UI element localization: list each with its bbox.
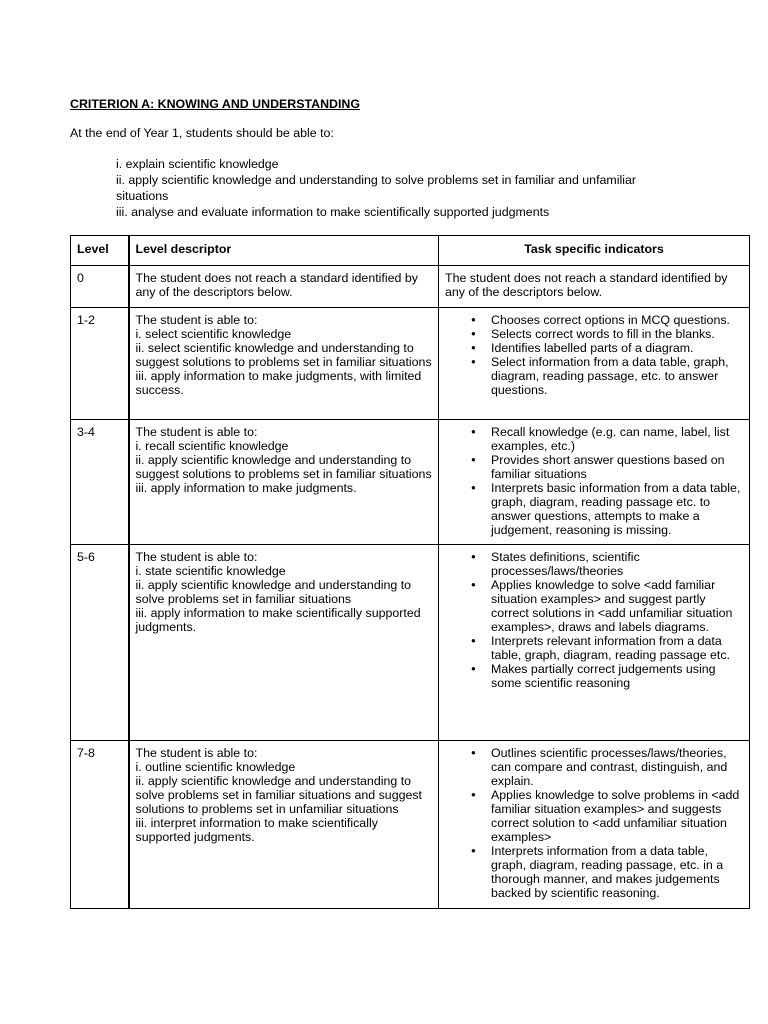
- level-cell: 1-2: [71, 308, 129, 420]
- objectives-list: [116, 156, 676, 220]
- indicator-list: [445, 550, 743, 690]
- descriptor-cell: [129, 741, 439, 909]
- rubric-body: [71, 266, 750, 909]
- descriptor-line: i. recall scientific knowledge: [135, 439, 289, 453]
- descriptor-line: ii. select scientific knowledge and understanding to suggest solutions to problems set in familiar situations: [135, 341, 432, 369]
- indicator-item: ● Provides short answer questions based on familiar situations: [491, 453, 743, 481]
- descriptor-line: ii. apply scientific knowledge and understanding to solve problems set in familiar situations and suggest solutions to problems set in unfamiliar situations: [135, 774, 423, 816]
- tasks-cell: [439, 741, 750, 909]
- indicator-item: ● Applies knowledge to solve <add familiar situation examples> and suggest partly correct solutions in <add unfamiliar situation examples>, draws and labels diagrams.: [491, 578, 743, 634]
- level-cell: 3-4: [71, 420, 129, 545]
- descriptor-cell: [129, 266, 439, 308]
- tasks-cell: [439, 545, 750, 741]
- objective-item: ii. apply scientific knowledge and understanding to solve problems set in familiar and unfamiliar situations: [116, 173, 636, 203]
- descriptor-line: The student is able to:: [135, 746, 258, 760]
- indicator-item: ● Selects correct words to fill in the blanks.: [491, 327, 743, 341]
- indicator-item: ● States definitions, scientific processes/laws/theories: [491, 550, 743, 578]
- indicator-list: [445, 425, 743, 537]
- descriptor-cell: [129, 545, 439, 741]
- level-cell: 5-6: [71, 545, 129, 741]
- rubric-table: [70, 235, 750, 909]
- indicator-list: [445, 313, 743, 397]
- indicator-item: ● Recall knowledge (e.g. can name, label, list examples, etc.): [491, 425, 743, 453]
- indicator-item: ● Interprets relevant information from a data table, graph, diagram, reading passage etc.: [491, 634, 743, 662]
- indicator-item: ● Outlines scientific processes/laws/theories, can compare and contrast, distinguish, and explain.: [491, 746, 743, 788]
- descriptor-line: i. outline scientific knowledge: [135, 760, 296, 774]
- descriptor-line: The student is able to:: [135, 313, 258, 327]
- descriptor-cell: [129, 420, 439, 545]
- table-row: [71, 741, 750, 909]
- header-tasks: Task specific indicators: [439, 236, 750, 266]
- tasks-cell: [439, 420, 750, 545]
- indicator-item: ● Makes partially correct judgements using some scientific reasoning: [491, 662, 743, 690]
- tasks-cell: [439, 266, 750, 308]
- header-descriptor: Level descriptor: [129, 236, 439, 266]
- indicator-item: ● Chooses correct options in MCQ questions.: [491, 313, 743, 327]
- indicator-item: ● Interprets basic information from a data table, graph, diagram, reading passage etc. to answer questions, attempts to make a judgement, reasoning is missing.: [491, 481, 743, 537]
- level-cell: 0: [71, 266, 129, 308]
- indicator-item: ● Identifies labelled parts of a diagram.: [491, 341, 743, 355]
- intro-text: At the end of Year 1, students should be able to:: [70, 126, 334, 140]
- descriptor-line: ii. apply scientific knowledge and understanding to suggest solutions to problems set in familiar situations: [135, 453, 432, 481]
- indicator-list: [445, 746, 743, 900]
- table-header-row: [71, 236, 750, 266]
- descriptor-line: The student is able to:: [135, 550, 258, 564]
- tasks-cell: [439, 308, 750, 420]
- indicator-item: ● Applies knowledge to solve problems in <add familiar situation examples> and suggests correct solution to <add unfamiliar situation examples>: [491, 788, 743, 844]
- descriptor-line: i. state scientific knowledge: [135, 564, 286, 578]
- descriptor-line: i. select scientific knowledge: [135, 327, 292, 341]
- level-cell: 7-8: [71, 741, 129, 909]
- descriptor-line: The student does not reach a standard identified by any of the descriptors below.: [135, 271, 418, 299]
- criterion-heading: CRITERION A: KNOWING AND UNDERSTANDING: [70, 97, 361, 111]
- descriptor-cell: [129, 308, 439, 420]
- descriptor-line: The student is able to:: [135, 425, 258, 439]
- objective-item: i. explain scientific knowledge: [116, 157, 279, 171]
- table-row: [71, 308, 750, 420]
- descriptor-line: iii. apply information to make judgments, with limited success.: [135, 369, 422, 397]
- table-row: [71, 545, 750, 741]
- indicator-item: ● Select information from a data table, graph, diagram, reading passage, etc. to answer questions.: [491, 355, 743, 397]
- indicator-item: ● Interprets information from a data table, graph, diagram, reading passage, etc. in a thorough manner, and makes judgements backed by scientific reasoning.: [491, 844, 743, 900]
- descriptor-line: iii. interpret information to make scientifically supported judgments.: [135, 816, 378, 844]
- table-row: [71, 420, 750, 545]
- descriptor-line: iii. apply information to make judgments.: [135, 481, 357, 495]
- objective-item: iii. analyse and evaluate information to make scientifically supported judgments: [116, 205, 550, 219]
- header-level: Level: [71, 236, 129, 266]
- descriptor-line: iii. apply information to make scientifically supported judgments.: [135, 606, 421, 634]
- table-row: [71, 266, 750, 308]
- descriptor-line: ii. apply scientific knowledge and understanding to solve problems set in familiar situations: [135, 578, 412, 606]
- tasks-text: The student does not reach a standard identified by any of the descriptors below.: [445, 271, 728, 299]
- document-page: [70, 96, 748, 900]
